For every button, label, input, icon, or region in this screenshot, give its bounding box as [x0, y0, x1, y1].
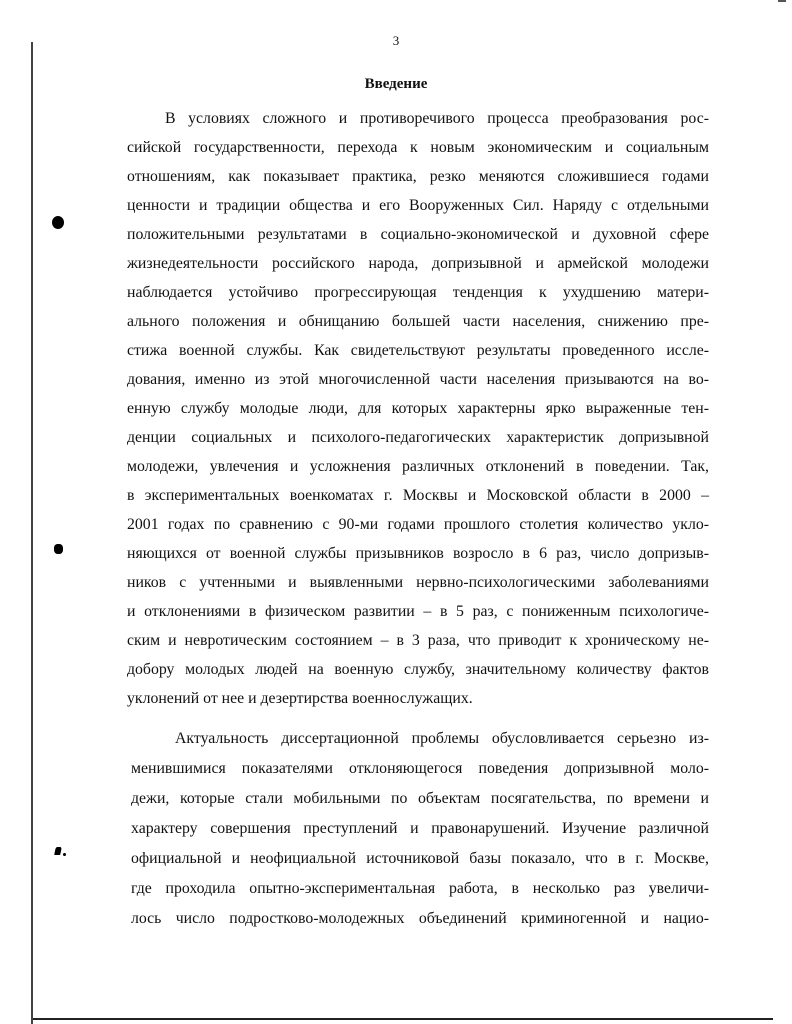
text-line: и отклонениями в физическом развитии – в 5 раз, с пониженным психологиче-	[127, 603, 709, 620]
text-line: денции социальных и психолого-педагогических характеристик допризывной	[127, 429, 709, 446]
text-line: менившимися показателями отклоняющегося поведения допризывной моло-	[131, 760, 709, 777]
text-line: дежи, которые стали мобильными по объектам посягательства, по времени и	[131, 790, 709, 807]
text-line: добору молодых людей на военную службу, значительному количеству фактов	[127, 661, 709, 678]
text-line: отношениям, как показывает практика, резко меняются сложившиеся годами	[127, 168, 709, 185]
text-line: стижа военной службы. Как свидетельствуют результаты проведенного иссле-	[127, 342, 709, 359]
text-line: наблюдается устойчиво прогрессирующая тенденция к ухудшению матери-	[127, 284, 709, 301]
text-line: уклонений от нее и дезертирства военнослужащих.	[127, 690, 473, 707]
text-line: где проходила опытно-экспериментальная работа, в несколько раз увеличи-	[131, 880, 709, 897]
text-line: сийской государственности, перехода к новым экономическим и социальным	[127, 139, 709, 156]
text-line: няющихся от военной службы призывников возросло в 6 раз, число допризыв-	[127, 545, 709, 562]
text-line: лось число подростково-молодежных объединений криминогенной и нацио-	[131, 910, 709, 927]
text-line: характеру совершения преступлений и правонарушений. Изучение различной	[131, 820, 709, 837]
text-line: положительными результатами в социально-экономической и духовной сфере	[127, 226, 709, 243]
text-line: ценности и традиции общества и его Вооруженных Сил. Наряду с отдельными	[127, 197, 709, 214]
text-line: дования, именно из этой многочисленной части населения призываются на во-	[127, 371, 709, 388]
text-line: официальной и неофициальной источниковой базы показало, что в г. Москве,	[131, 850, 709, 867]
text-line: енную службу молодые люди, для которых характерны ярко выраженные тен-	[127, 400, 709, 417]
text-line: ников с учтенными и выявленными нервно-психологическими заболеваниями	[127, 574, 709, 591]
text-line: Актуальность диссертационной проблемы обусловливается серьезно из-	[175, 730, 709, 747]
section-title: Введение	[364, 76, 428, 92]
text-line: ального положения и обнищанию большей части населения, снижению пре-	[127, 313, 709, 330]
text-line: в экспериментальных военкоматах г. Москвы и Московской области в 2000 –	[127, 487, 709, 504]
text-line: молодежи, увлечения и усложнения различных отклонений в поведении. Так,	[127, 458, 709, 475]
text-line: жизнедеятельности российского народа, допризывной и армейской молодежи	[127, 255, 709, 272]
text-line: 2001 годах по сравнению с 90-ми годами прошлого столетия количество укло-	[127, 516, 709, 533]
text-line: ским и невротическим состоянием – в 3 раза, что приводит к хроническому не-	[127, 632, 709, 649]
text-line: В условиях сложного и противоречивого процесса преобразования рос-	[165, 110, 709, 127]
page-number: 3	[392, 33, 400, 48]
